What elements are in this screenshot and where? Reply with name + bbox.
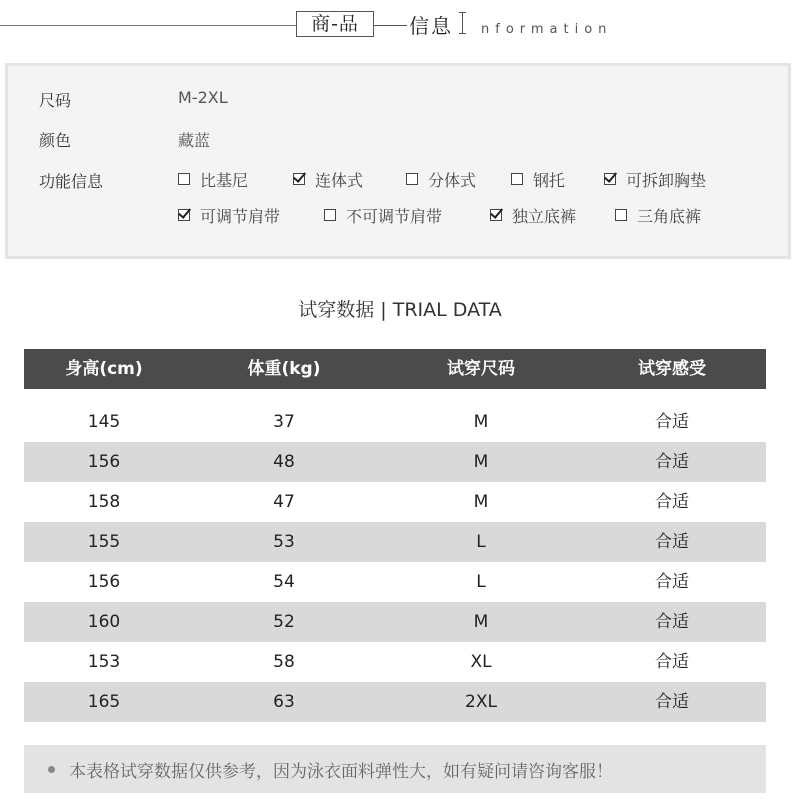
cell-height: 165 (87, 692, 121, 712)
features-label: 功能信息 (39, 172, 104, 191)
feature-option-label: 可拆卸胸垫 (626, 170, 707, 190)
cell-trial-feeling: 合适 (655, 612, 689, 632)
checkbox-icon (511, 173, 523, 185)
feature-option (293, 169, 363, 189)
cell-trial-size: XL (470, 652, 492, 672)
table-row (24, 562, 766, 602)
disclaimer-note (24, 745, 766, 793)
feature-option-label: 连体式 (315, 170, 364, 190)
header-weight: 体重(kg) (247, 359, 321, 379)
table-row (24, 402, 766, 442)
feature-option-label: 比基尼 (200, 170, 249, 190)
feature-option (324, 205, 442, 225)
header-trial-feeling: 试穿感受 (638, 359, 706, 379)
feature-option-label: 钢托 (533, 170, 566, 190)
header-trial-size: 试穿尺码 (447, 359, 515, 379)
feature-option (490, 205, 576, 225)
table-row (24, 602, 766, 642)
cell-height: 158 (87, 492, 121, 512)
feature-option-label: 三角底裤 (637, 206, 702, 226)
cell-trial-feeling: 合适 (655, 532, 689, 552)
cell-weight: 47 (273, 492, 295, 512)
cell-height: 156 (87, 452, 121, 472)
cell-height: 145 (87, 412, 121, 432)
feature-option (406, 169, 476, 189)
bullet-icon (48, 766, 55, 773)
table-body (24, 402, 766, 722)
cell-trial-size: L (476, 532, 486, 552)
cell-trial-feeling: 合适 (655, 492, 689, 512)
feature-option (178, 205, 280, 225)
info-label: 信息 (409, 14, 453, 38)
cell-weight: 52 (273, 612, 295, 632)
cell-trial-size: M (473, 612, 489, 632)
cell-weight: 53 (273, 532, 295, 552)
cell-height: 160 (87, 612, 121, 632)
info-english-label: nformation (481, 22, 613, 37)
checked-checkbox-icon (293, 173, 305, 185)
feature-option (615, 205, 701, 225)
size-value: M-2XL (178, 88, 228, 107)
table-row (24, 522, 766, 562)
feature-option-label: 分体式 (428, 170, 477, 190)
cell-trial-feeling: 合适 (655, 412, 689, 432)
table-row (24, 442, 766, 482)
feature-option (511, 169, 565, 189)
checked-checkbox-icon (490, 209, 502, 221)
header-divider-line (0, 25, 296, 26)
trial-data-table (24, 349, 766, 722)
text-cursor-icon (459, 12, 466, 34)
cell-trial-size: M (473, 452, 489, 472)
trial-data-title: 试穿数据 | TRIAL DATA (298, 299, 502, 321)
cell-weight: 58 (273, 652, 295, 672)
header-dash (374, 25, 407, 26)
cell-trial-feeling: 合适 (655, 692, 689, 712)
feature-option-label: 不可调节肩带 (346, 206, 443, 226)
header-height: 身高(cm) (65, 359, 143, 379)
feature-option (178, 169, 248, 189)
cell-trial-feeling: 合适 (655, 572, 689, 592)
cell-trial-size: M (473, 492, 489, 512)
cell-weight: 54 (273, 572, 295, 592)
cell-weight: 63 (273, 692, 295, 712)
cell-trial-feeling: 合适 (655, 452, 689, 472)
checkbox-icon (615, 209, 627, 221)
cell-trial-size: L (476, 572, 486, 592)
checked-checkbox-icon (604, 173, 616, 185)
color-value: 藏蓝 (178, 131, 211, 150)
color-label: 颜色 (39, 131, 72, 150)
feature-option (604, 169, 706, 189)
cell-trial-size: 2XL (465, 692, 497, 712)
product-info-panel (5, 63, 791, 259)
checkbox-icon (406, 173, 418, 185)
product-label: 商-品 (296, 11, 374, 37)
table-row (24, 482, 766, 522)
section-header (0, 0, 800, 50)
cell-height: 155 (87, 532, 121, 552)
checked-checkbox-icon (178, 209, 190, 221)
checkbox-icon (324, 209, 336, 221)
cell-trial-feeling: 合适 (655, 652, 689, 672)
table-header (24, 349, 766, 389)
cell-weight: 48 (273, 452, 295, 472)
cell-height: 153 (87, 652, 121, 672)
feature-option-label: 独立底裤 (512, 206, 577, 226)
table-row (24, 642, 766, 682)
checkbox-icon (178, 173, 190, 185)
cell-trial-size: M (473, 412, 489, 432)
disclaimer-text: 本表格试穿数据仅供参考，因为泳衣面料弹性大，如有疑问请咨询客服！ (69, 761, 613, 782)
feature-option-label: 可调节肩带 (200, 206, 281, 226)
size-label: 尺码 (39, 91, 72, 110)
cell-height: 156 (87, 572, 121, 592)
table-row (24, 682, 766, 722)
cell-weight: 37 (273, 412, 295, 432)
